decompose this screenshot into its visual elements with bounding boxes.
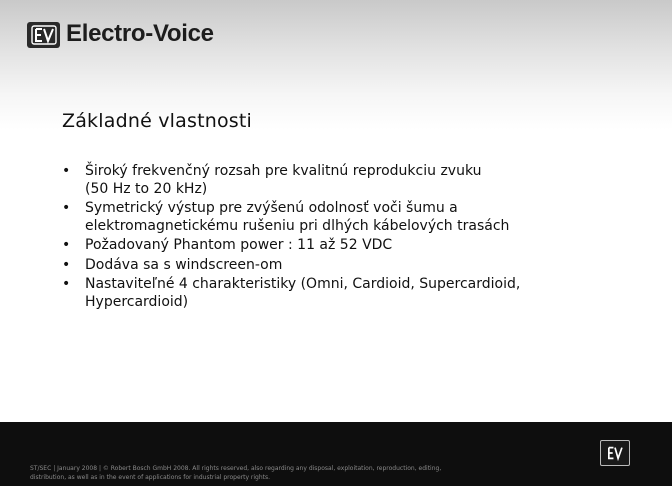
bullet-text-line: Široký frekvenčný rozsah pre kvalitnú reprodukciu zvuku [85,163,482,179]
bullet-item [62,200,652,235]
footer-copyright [30,464,490,482]
bullet-text-line: Hypercardioid) [85,293,189,310]
bullet-text-line: (50 Hz to 20 kHz) [85,180,208,197]
bullet-dot: • [62,163,71,179]
bullet-dot: • [62,256,71,273]
ev-logo-icon [600,440,630,466]
bullet-text-line: Nastaviteľné 4 charakteristiky (Omni, Cardioid, Supercardioid, [85,276,521,292]
bullet-text-line: Dodáva sa s windscreen-om [85,256,283,273]
bullet-list [62,163,652,313]
bullet-text-line: Symetrický výstup pre zvýšenú odolnosť voči šumu a [85,200,458,216]
ev-logo-icon [27,22,60,48]
footer-line: ST/SEC | January 2008 | © Robert Bosch GmbH 2008. All rights reserved, also regarding any disposal, exploitation, reproduction, editing, [30,465,442,472]
bullet-dot: • [62,237,71,253]
bullet-item [62,276,652,311]
bullet-text-line: elektromagnetickému rušeniu pri dlhých kábelových trasách [85,217,510,234]
bullet-item [62,163,652,198]
slide-title: Základné vlastnosti [62,110,253,132]
bullet-dot: • [62,276,71,292]
footer-line: distribution, as well as in the event of applications for industrial property rights. [30,474,271,481]
bullet-item [62,257,652,275]
bullet-text-line: Požadovaný Phantom power : 11 až 52 VDC [85,237,393,253]
footer [0,422,672,486]
bullet-dot: • [62,200,71,216]
header [0,0,672,60]
bullet-item [62,237,652,255]
brand-name: Electro-Voice [66,20,214,47]
